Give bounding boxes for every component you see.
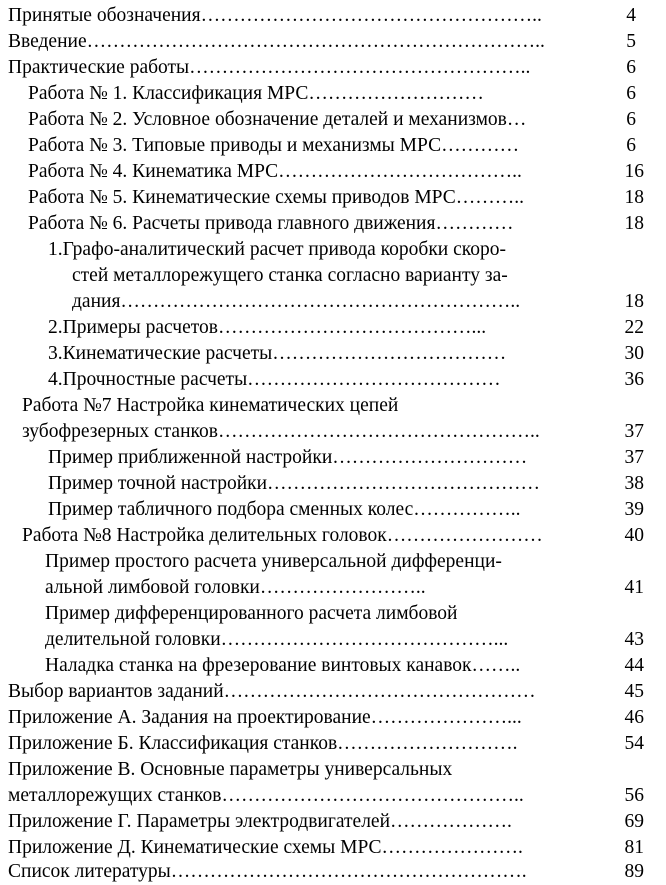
toc-entry-page: 46 — [624, 707, 644, 728]
toc-entry — [0, 835, 666, 861]
toc-entry-page: 54 — [624, 733, 644, 754]
toc-entry-title: альной лимбовой головки…………………….. — [45, 577, 426, 598]
toc-entry-page: 30 — [624, 343, 644, 364]
toc-entry — [0, 705, 666, 731]
toc-entry-title: 3.Кинематические расчеты……………………………… — [48, 343, 507, 364]
toc-entry — [0, 289, 666, 315]
toc-entry-page: 45 — [624, 681, 644, 702]
toc-entry-page: 6 — [626, 135, 636, 156]
toc-entry — [0, 601, 666, 627]
toc-entry-title: 1.Графо-аналитический расчет привода коробки скоро- — [48, 239, 507, 260]
toc-entry-page: 37 — [624, 421, 644, 442]
toc-entry-page: 22 — [624, 317, 644, 338]
toc-entry — [0, 81, 666, 107]
toc-entry — [0, 341, 666, 367]
toc-entry-title: Приложение Д. Кинематические схемы МРС…………………. — [8, 837, 523, 858]
toc-entry — [0, 549, 666, 575]
toc-entry-title: 2.Примеры расчетов…………………………………... — [48, 317, 487, 338]
toc-entry — [0, 133, 666, 159]
toc-entry-title: Работа № 4. Кинематика МРС……………………………….. — [28, 161, 522, 182]
toc-entry — [0, 731, 666, 757]
toc-entry-page: 6 — [626, 57, 636, 78]
toc-entry-title: Пример простого расчета универсальной дифференци- — [45, 551, 502, 572]
toc-entry — [0, 263, 666, 289]
toc-entry — [0, 627, 666, 653]
toc-entry — [0, 419, 666, 445]
toc-entry-title: 4.Прочностные расчеты………………………………… — [48, 369, 501, 390]
toc-entry — [0, 107, 666, 133]
toc-entry-title: Наладка станка на фрезерование винтовых канавок…….. — [45, 655, 521, 676]
toc-entry-title: Пример приближенной настройки………………………… — [48, 447, 528, 468]
toc-entry-page: 81 — [624, 837, 644, 858]
toc-entry — [0, 471, 666, 497]
toc-entry — [0, 497, 666, 523]
toc-entry-page: 6 — [626, 83, 636, 104]
toc-entry-title: металлорежущих станков……………………………………….. — [8, 785, 524, 806]
toc-entry-title: делительной головки……………………………………... — [45, 629, 509, 650]
toc-entry-title: Выбор вариантов заданий………………………………………… — [8, 681, 536, 702]
toc-entry-title: Работа № 6. Расчеты привода главного движения………… — [28, 213, 514, 234]
toc-entry-title: Работа №8 Настройка делительных головок…………………… — [22, 525, 543, 546]
toc-entry — [0, 809, 666, 835]
toc-entry — [0, 237, 666, 263]
toc-entry-title: зубофрезерных станков………………………………………….. — [22, 421, 540, 442]
toc-entry-page: 16 — [624, 161, 644, 182]
toc-entry — [0, 679, 666, 705]
toc-entry-page: 5 — [626, 31, 636, 52]
toc-entry-page: 39 — [624, 499, 644, 520]
toc-entry-title: Приложение В. Основные параметры универсальных — [8, 759, 453, 780]
toc-entry-page: 38 — [624, 473, 644, 494]
toc-entry-page: 41 — [624, 577, 644, 598]
toc-entry-page: 89 — [624, 861, 644, 882]
toc-entry-page: 44 — [624, 655, 644, 676]
toc-entry — [0, 575, 666, 601]
toc-entry-title: Принятые обозначения…………………………………………….. — [8, 5, 542, 26]
toc-entry-title: Работа №7 Настройка кинематических цепей — [22, 395, 399, 416]
toc-entry — [0, 315, 666, 341]
toc-entry-page: 36 — [624, 369, 644, 390]
toc-entry-title: дания…………………………………………………….. — [72, 291, 521, 312]
toc-entry-title: Пример табличного подбора сменных колес…………….. — [48, 499, 521, 520]
toc-entry-page: 69 — [624, 811, 644, 832]
toc-entry — [0, 653, 666, 679]
toc-entry — [0, 445, 666, 471]
toc-entry — [0, 159, 666, 185]
toc-entry — [0, 757, 666, 783]
toc-entry — [0, 29, 666, 55]
toc-entry-title: Приложение Г. Параметры электродвигателей………………. — [8, 811, 512, 832]
toc-entry-title: Работа № 1. Классификация МРС……………………… — [28, 83, 484, 104]
toc-entry-title: стей металлорежущего станка согласно варианту за- — [72, 265, 508, 286]
toc-entry-page: 56 — [624, 785, 644, 806]
toc-entry — [0, 211, 666, 237]
toc-entry-title: Пример точной настройки…………………………………… — [48, 473, 541, 494]
toc-entry-page: 6 — [626, 109, 636, 130]
toc-entry-title: Список литературы………………………………………………. — [8, 861, 527, 882]
toc-entry-title: Работа № 5. Кинематические схемы приводов МРС……….. — [28, 187, 525, 208]
toc-entry-page: 37 — [624, 447, 644, 468]
toc-entry-title: Приложение Б. Классификация станков………………………. — [8, 733, 518, 754]
toc-entry-page: 18 — [624, 213, 644, 234]
toc-entry — [0, 185, 666, 211]
toc-entry-page: 43 — [624, 629, 644, 650]
toc-entry — [0, 55, 666, 81]
toc-entry — [0, 783, 666, 809]
toc-entry-title: Пример дифференцированного расчета лимбовой — [45, 603, 458, 624]
toc-entry — [0, 3, 666, 29]
toc-entry-title: Приложение А. Задания на проектирование…………………... — [8, 707, 522, 728]
toc-entry-page: 4 — [626, 5, 636, 26]
toc-entry-page: 18 — [624, 187, 644, 208]
toc-entry-title: Работа № 3. Типовые приводы и механизмы МРС………… — [28, 135, 520, 156]
toc-entry — [0, 859, 666, 885]
toc-entry-page: 40 — [624, 525, 644, 546]
toc-entry — [0, 393, 666, 419]
toc-entry-page: 18 — [624, 291, 644, 312]
toc-entry-title: Введение…………………………………………………………….. — [8, 31, 545, 52]
toc-entry — [0, 367, 666, 393]
toc-entry-title: Практические работы…………………………………………….. — [8, 57, 531, 78]
toc-entry — [0, 523, 666, 549]
toc-entry-title: Работа № 2. Условное обозначение деталей и механизмов… — [28, 109, 527, 130]
